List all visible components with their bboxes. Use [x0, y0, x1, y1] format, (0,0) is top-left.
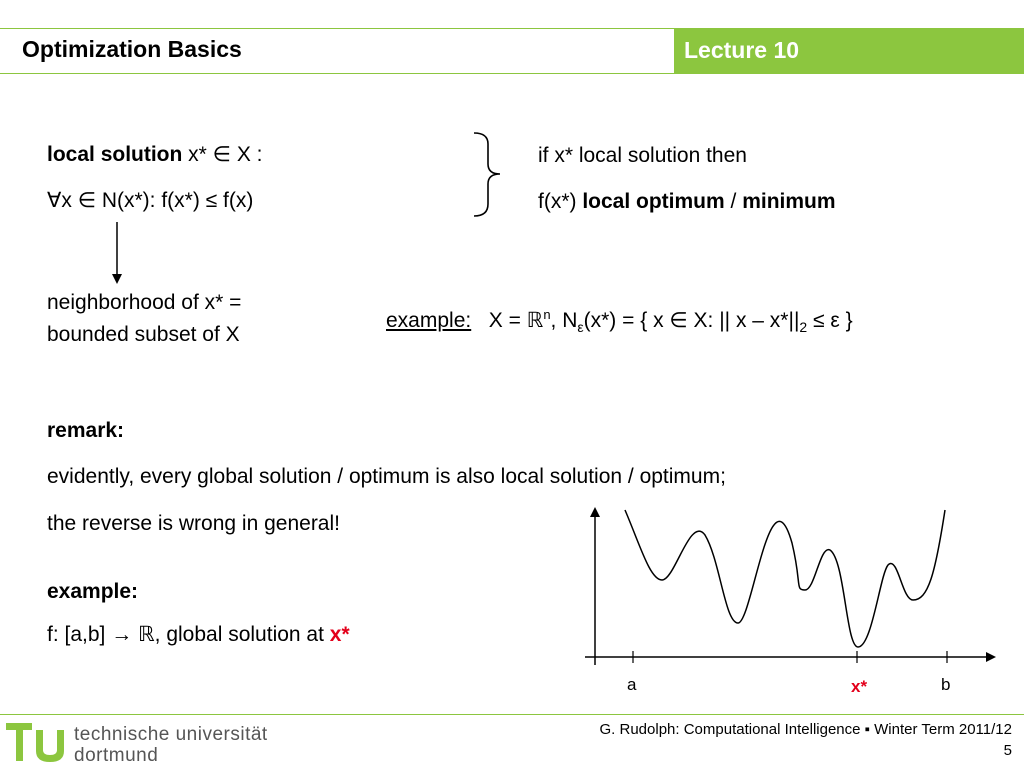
university-name-line-2: dortmund — [74, 745, 159, 766]
fxstar-prefix: f(x*) — [538, 190, 583, 213]
tu-logo-icon — [6, 720, 68, 764]
example-space: X = ℝ — [488, 309, 544, 332]
university-name-line-1: technische universität — [74, 724, 268, 745]
tick-label-xstar: x* — [851, 677, 868, 696]
x-axis-arrow-icon — [986, 652, 996, 662]
example-epsilon-bound: ≤ ε } — [807, 309, 853, 332]
local-optimum-term: local optimum — [582, 190, 725, 213]
slash-separator: / — [724, 190, 743, 213]
example2-text — [47, 623, 350, 647]
function-curve — [625, 510, 945, 647]
remark-line-2: the reverse is wrong in general! — [47, 512, 340, 535]
if-local-solution-text: if x* local solution then — [538, 144, 747, 167]
page-number: 5 — [1003, 742, 1012, 759]
remark-label: remark: — [47, 419, 125, 442]
down-arrow-icon — [108, 222, 128, 286]
remark-line-1: evidently, every global solution / optimum is also local solution / optimum; — [47, 465, 726, 488]
example-set-def: (x*) = { x ∈ X: || x – x*|| — [583, 309, 800, 332]
local-solution-condition: ∀x ∈ N(x*): f(x*) ≤ f(x) — [47, 189, 254, 212]
example2-label: example: — [47, 580, 139, 603]
function-plot — [580, 505, 1000, 675]
example-label: example: — [386, 309, 472, 332]
y-axis-arrow-icon — [590, 507, 600, 517]
example-n-symbol: , N — [550, 309, 578, 332]
local-solution-term: local solution — [47, 143, 183, 166]
slide-title: Optimization Basics — [22, 36, 242, 62]
footer-line — [0, 714, 1024, 715]
local-solution-set: x* ∈ X : — [182, 143, 263, 166]
function-description: f: [a,b] → ℝ, global solution at — [47, 623, 330, 646]
xstar-highlight: x* — [329, 623, 350, 646]
local-optimum-text — [538, 190, 836, 214]
example-neighborhood — [386, 303, 853, 339]
minimum-term: minimum — [742, 190, 836, 213]
neighborhood-line-1: neighborhood of x* = — [47, 291, 242, 314]
subscript-epsilon: ε — [577, 319, 584, 336]
remark-heading — [47, 419, 124, 443]
tick-label-b: b — [941, 675, 951, 694]
right-brace-icon — [468, 130, 508, 220]
lecture-label: Lecture 10 — [684, 37, 800, 63]
neighborhood-line-2: bounded subset of X — [47, 323, 240, 346]
subscript-2: 2 — [799, 319, 808, 336]
footer-credit: G. Rudolph: Computational Intelligence ▪ Winter Term 2011/12 — [599, 721, 1012, 738]
example2-heading — [47, 580, 138, 604]
superscript-n: n — [543, 307, 551, 322]
local-solution-definition — [47, 143, 263, 167]
tick-label-a: a — [627, 675, 637, 694]
